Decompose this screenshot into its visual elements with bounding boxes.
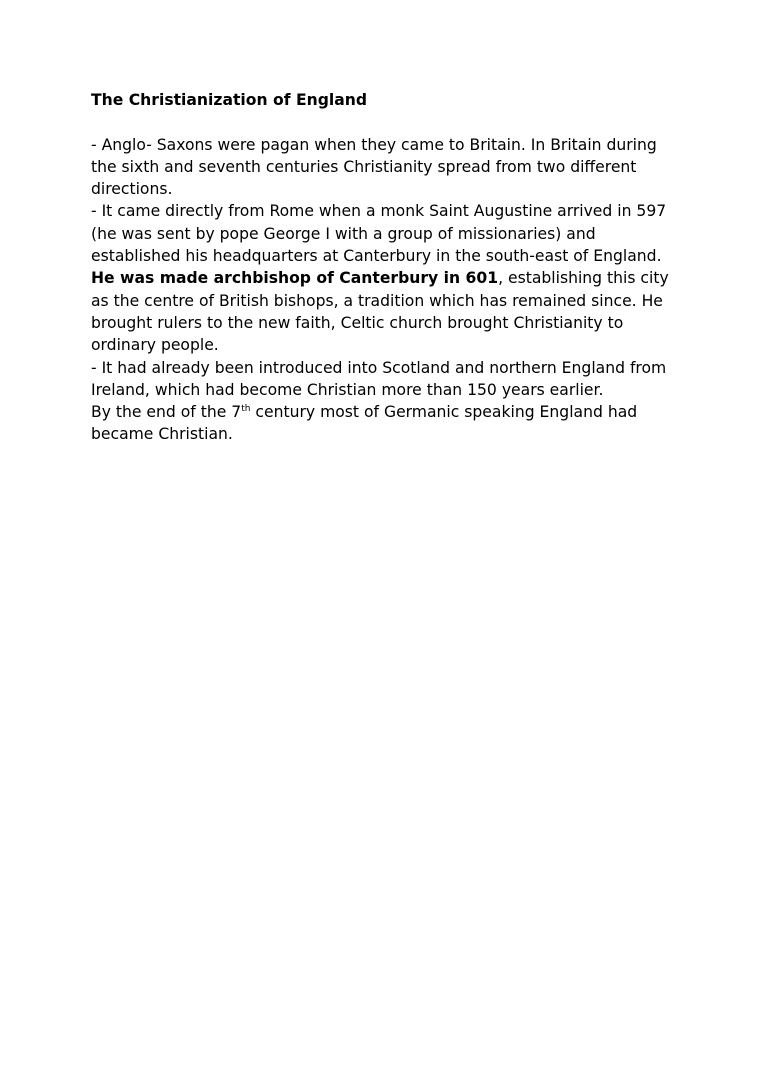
paragraph-rome-bold-text: He was made archbishop of Canterbury in 601 [91, 269, 499, 288]
paragraph-conclusion-text-start: By the end of the 7 [91, 403, 242, 422]
paragraph-rome-text-end: , establishing this city as the centre of British bishops, a tradition which has remained since. He brought rulers to the new faith, Celtic church brought Christianity to ordinary people. [91, 269, 669, 355]
ordinal-suffix: th [241, 403, 251, 414]
paragraph-ireland: - It had already been introduced into Scotland and northern England from Ireland, which had become Christian more than 150 years earlier. [91, 358, 667, 399]
document-body [91, 89, 681, 446]
paragraph-conclusion-text-end: century most of Germanic speaking England had became Christian. [91, 403, 638, 444]
paragraph-rome [91, 200, 681, 356]
document-title: The Christianization of England [91, 91, 367, 109]
paragraph-anglo-saxons: - Anglo- Saxons were pagan when they came to Britain. In Britain during the sixth and seventh centuries Christianity spread from two different directions. [91, 135, 657, 199]
paragraph-rome-text-start: - It came directly from Rome when a monk Saint Augustine arrived in 597 (he was sent by pope George I with a group of missionaries) and established his headquarters at Canterbury in the south-east of England. [91, 202, 667, 266]
blank-line [91, 111, 681, 133]
paragraph-conclusion [91, 401, 681, 446]
